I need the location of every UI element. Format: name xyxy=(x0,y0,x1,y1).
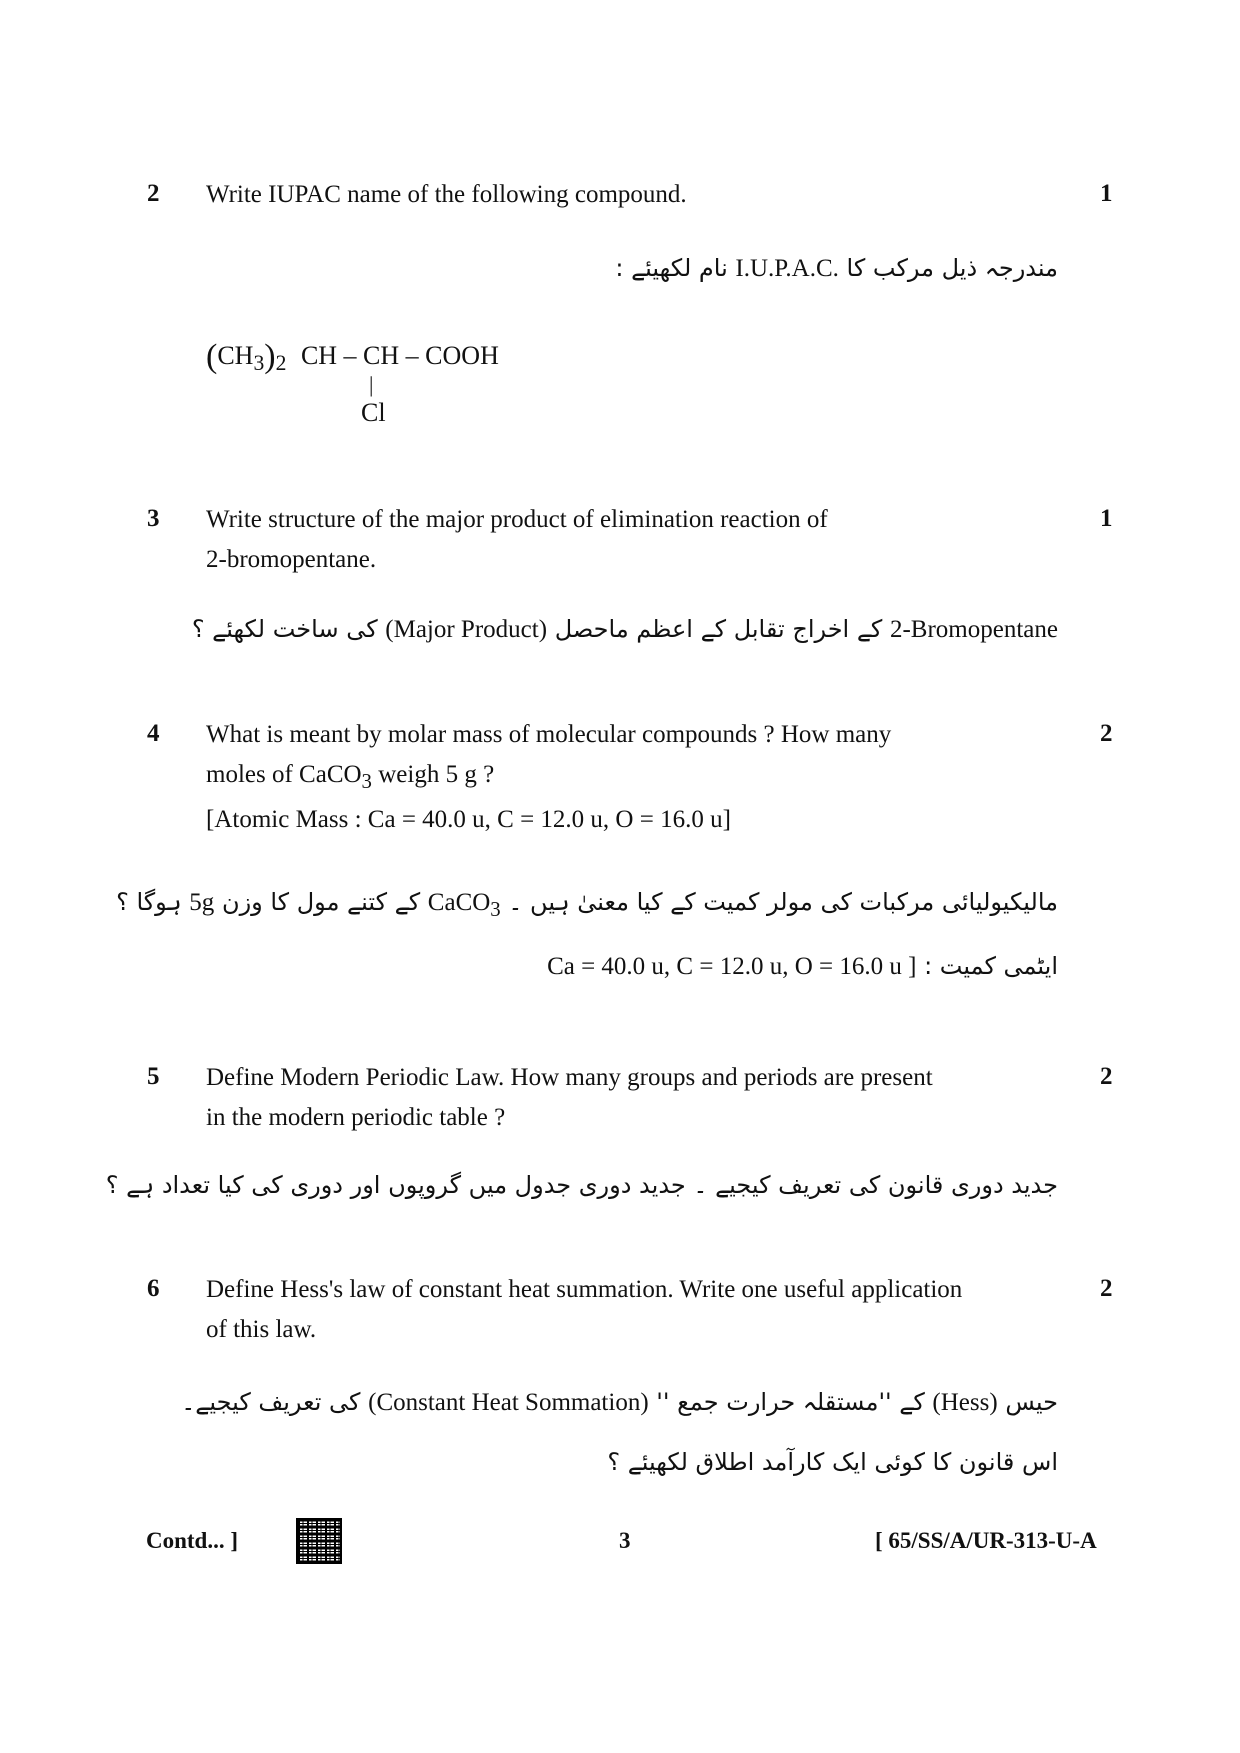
question-marks: 1 xyxy=(1100,180,1113,207)
question-text-english-line2: of this law. xyxy=(206,1316,317,1343)
question-text-urdu: مندرجہ ذیل مرکب کا I.U.P.A.C. نام لکھیئے : xyxy=(615,254,1058,282)
question-text-urdu: 2-Bromopentane کے اخراج تقابل کے اعظم ماحصل (Major Product) کی ساخت لکھئے ؟ xyxy=(191,615,1058,643)
question-text-english-line2: moles of CaCO$_3$ weigh 5 g ? xyxy=(206,761,495,793)
question-marks: 1 xyxy=(1100,505,1113,532)
question-text-urdu-line1: مالیکیولیائی مرکبات کی مولر کمیت کے کیا معنیٰ ہیں ۔ CaCO$_3$ کے کتنے مول کا وزن 5g ہوگا ؟ xyxy=(116,888,1058,921)
question-text-english-line2: in the modern periodic table ? xyxy=(206,1104,506,1131)
question-text-urdu-line2: اس قانون کا کوئی ایک کارآمد اطلاق لکھیئے ؟ xyxy=(607,1448,1058,1476)
question-number: 6 xyxy=(147,1275,160,1302)
question-text-urdu-line2: ایٹمی کمیت : Ca = 40.0 u, C = 12.0 u, O = 16.0 u ] xyxy=(547,952,1058,980)
paper-code: [ 65/SS/A/UR-313-U-A xyxy=(875,1528,1097,1553)
question-number: 4 xyxy=(147,720,160,747)
question-text-english-line1: Define Modern Periodic Law. How many groups and periods are present xyxy=(206,1064,933,1091)
chemical-formula: $(CH_3)_2$ CH – CH – COOH xyxy=(206,338,499,376)
question-text-english-line3: [Atomic Mass : Ca = 40.0 u, C = 12.0 u, O = 16.0 u] xyxy=(206,806,731,833)
question-text-urdu-line1: حیس (Hess) کے ''مستقلہ حرارت جمع '' (Constant Heat Sommation) کی تعریف کیجیے۔ xyxy=(181,1388,1058,1416)
qr-code-icon xyxy=(298,1520,340,1562)
question-text-english-line1: Write structure of the major product of elimination reaction of xyxy=(206,506,828,533)
formula-bond: | xyxy=(369,372,374,397)
question-text-english: Write IUPAC name of the following compound. xyxy=(206,181,687,208)
question-text-urdu: جدید دوری قانون کی تعریف کیجیے ۔ جدید دوری جدول میں گروپوں اور دوری کی کیا تعداد ہے ؟ xyxy=(105,1171,1058,1199)
formula-substituent: Cl xyxy=(361,398,386,427)
footer-continued: Contd... ] xyxy=(146,1528,239,1553)
question-marks: 2 xyxy=(1100,720,1113,747)
question-number: 3 xyxy=(147,505,160,532)
question-number: 5 xyxy=(147,1063,160,1090)
question-marks: 2 xyxy=(1100,1063,1113,1090)
page-number: 3 xyxy=(619,1528,631,1553)
question-text-english-line1: What is meant by molar mass of molecular compounds ? How many xyxy=(206,721,892,748)
question-text-english-line2: 2-bromopentane. xyxy=(206,546,377,573)
question-text-english-line1: Define Hess's law of constant heat summation. Write one useful application xyxy=(206,1276,963,1303)
question-number: 2 xyxy=(147,180,160,207)
question-marks: 2 xyxy=(1100,1275,1113,1302)
